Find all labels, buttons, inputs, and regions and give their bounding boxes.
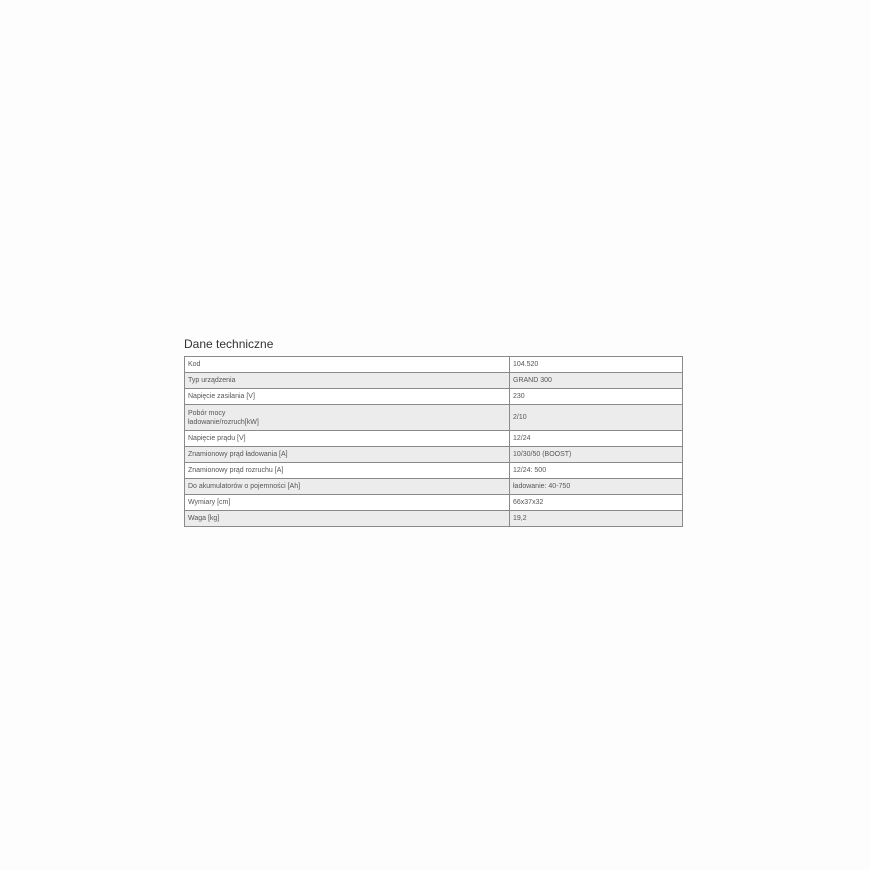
table-row	[185, 431, 683, 447]
spec-label	[185, 405, 510, 431]
spec-label: Kod	[185, 357, 510, 373]
spec-label: Typ urządzenia	[185, 373, 510, 389]
tech-spec-table	[184, 356, 683, 527]
spec-value: 66x37x32	[510, 495, 683, 511]
spec-label: Znamionowy prąd ładowania [A]	[185, 447, 510, 463]
section-title: Dane techniczne	[184, 337, 274, 351]
spec-value: 19,2	[510, 511, 683, 527]
spec-label: Waga [kg]	[185, 511, 510, 527]
table-row	[185, 511, 683, 527]
spec-label: Napięcie zasilania [V]	[185, 389, 510, 405]
table-row	[185, 447, 683, 463]
table-row	[185, 405, 683, 431]
table-row	[185, 373, 683, 389]
table-row	[185, 389, 683, 405]
spec-value: GRAND 300	[510, 373, 683, 389]
spec-label-line: Pobór mocy	[188, 409, 226, 417]
table-row	[185, 495, 683, 511]
spec-label: Do akumulatorów o pojemności [Ah]	[185, 479, 510, 495]
spec-value: ładowanie: 40-750	[510, 479, 683, 495]
table-row	[185, 479, 683, 495]
table-row	[185, 463, 683, 479]
spec-value: 12/24: 500	[510, 463, 683, 479]
spec-label: Wymiary [cm]	[185, 495, 510, 511]
spec-value: 2/10	[510, 405, 683, 431]
spec-value: 10/30/50 (BOOST)	[510, 447, 683, 463]
spec-label: Napięcie prądu [V]	[185, 431, 510, 447]
table-row	[185, 357, 683, 373]
spec-value: 104.520	[510, 357, 683, 373]
spec-value: 12/24	[510, 431, 683, 447]
spec-label-line: ładowanie/rozruch[kW]	[188, 418, 259, 426]
spec-label: Znamionowy prąd rozruchu [A]	[185, 463, 510, 479]
spec-value: 230	[510, 389, 683, 405]
